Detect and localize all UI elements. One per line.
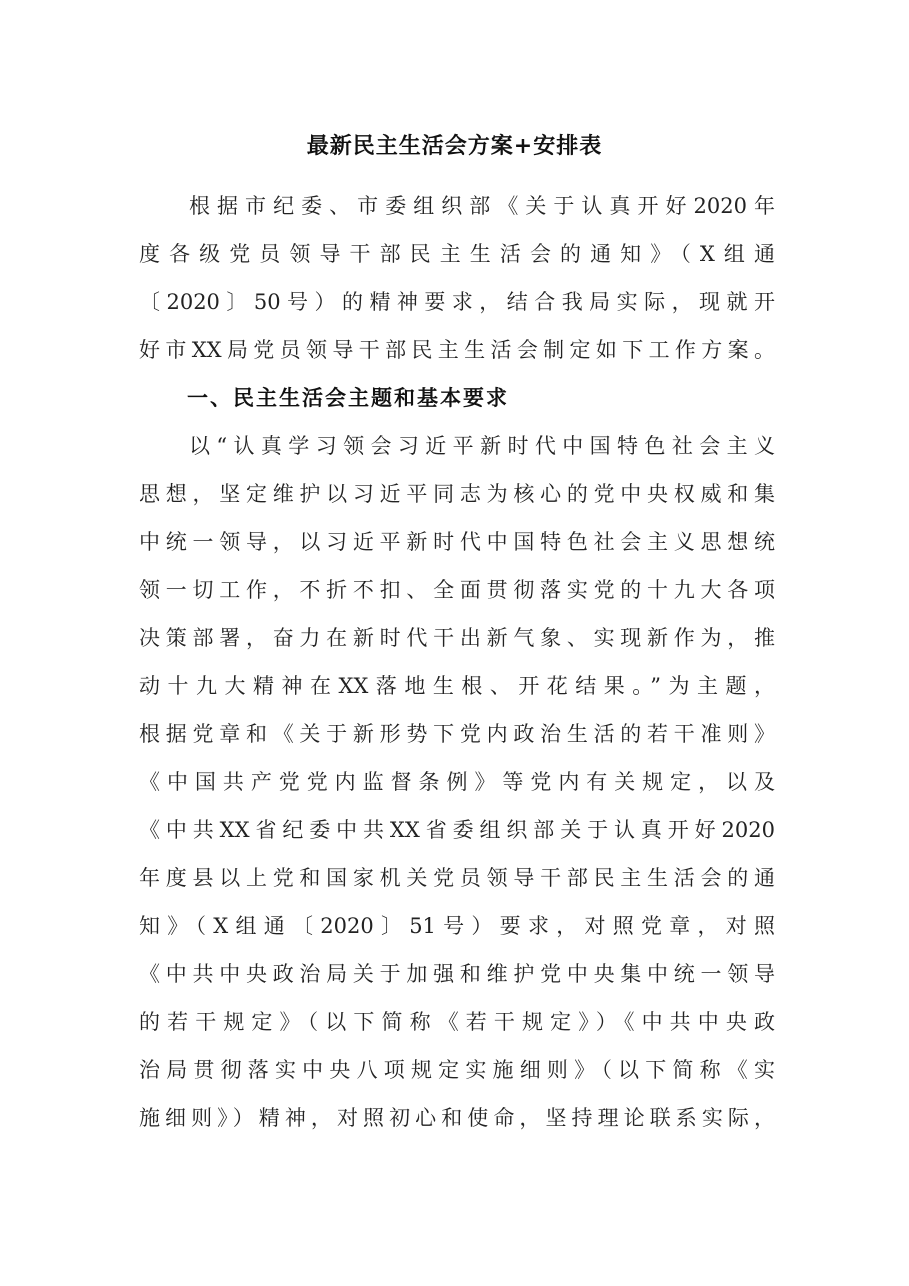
paragraph2-line: 动十九大精神在XX落地生根、开花结果。”为主题，	[139, 674, 775, 698]
paragraph2-line: 根据党章和《关于新形势下党内政治生活的若干准则》	[139, 722, 775, 746]
paragraph2-line: 《中共中央政治局关于加强和维护党中央集中统一领导	[139, 962, 775, 986]
paragraph2-line: 思想，坚定维护以习近平同志为核心的党中央权威和集	[139, 482, 775, 506]
paragraph1-line: 度各级党员领导干部民主生活会的通知》（X组通	[139, 242, 775, 266]
paragraph2-line: 决策部署，奋力在新时代干出新气象、实现新作为，推	[139, 626, 775, 650]
paragraph2-line: 《中共XX省纪委中共XX省委组织部关于认真开好2020	[139, 818, 775, 842]
section-heading: 一、民主生活会主题和基本要求	[187, 385, 509, 410]
document-title: 最新民主生活会方案+安排表	[306, 133, 603, 159]
document-body	[139, 182, 775, 1142]
paragraph2-line: 的若干规定》（以下简称《若干规定》）《中共中央政	[139, 1010, 775, 1034]
paragraph2-line: 《中国共产党党内监督条例》等党内有关规定，以及	[139, 770, 775, 794]
paragraph2-line: 年度县以上党和国家机关党员领导干部民主生活会的通	[139, 866, 775, 890]
paragraph2-line: 知》（X组通〔2020〕51号）要求，对照党章，对照	[139, 914, 775, 938]
paragraph2-line: 中统一领导，以习近平新时代中国特色社会主义思想统	[139, 530, 775, 554]
paragraph1-line: 根据市纪委、市委组织部《关于认真开好2020年	[189, 194, 775, 218]
paragraph2-line: 施细则》）精神，对照初心和使命，坚持理论联系实际，	[139, 1106, 775, 1130]
paragraph1-line: 好市XX局党员领导干部民主生活会制定如下工作方案。	[139, 338, 775, 362]
paragraph2-line: 以“认真学习领会习近平新时代中国特色社会主义	[189, 434, 775, 458]
paragraph2-line: 领一切工作，不折不扣、全面贯彻落实党的十九大各项	[139, 578, 775, 602]
paragraph2-line: 治局贯彻落实中央八项规定实施细则》（以下简称《实	[139, 1058, 775, 1082]
paragraph1-line: 〔2020〕50号）的精神要求，结合我局实际，现就开	[139, 290, 775, 314]
